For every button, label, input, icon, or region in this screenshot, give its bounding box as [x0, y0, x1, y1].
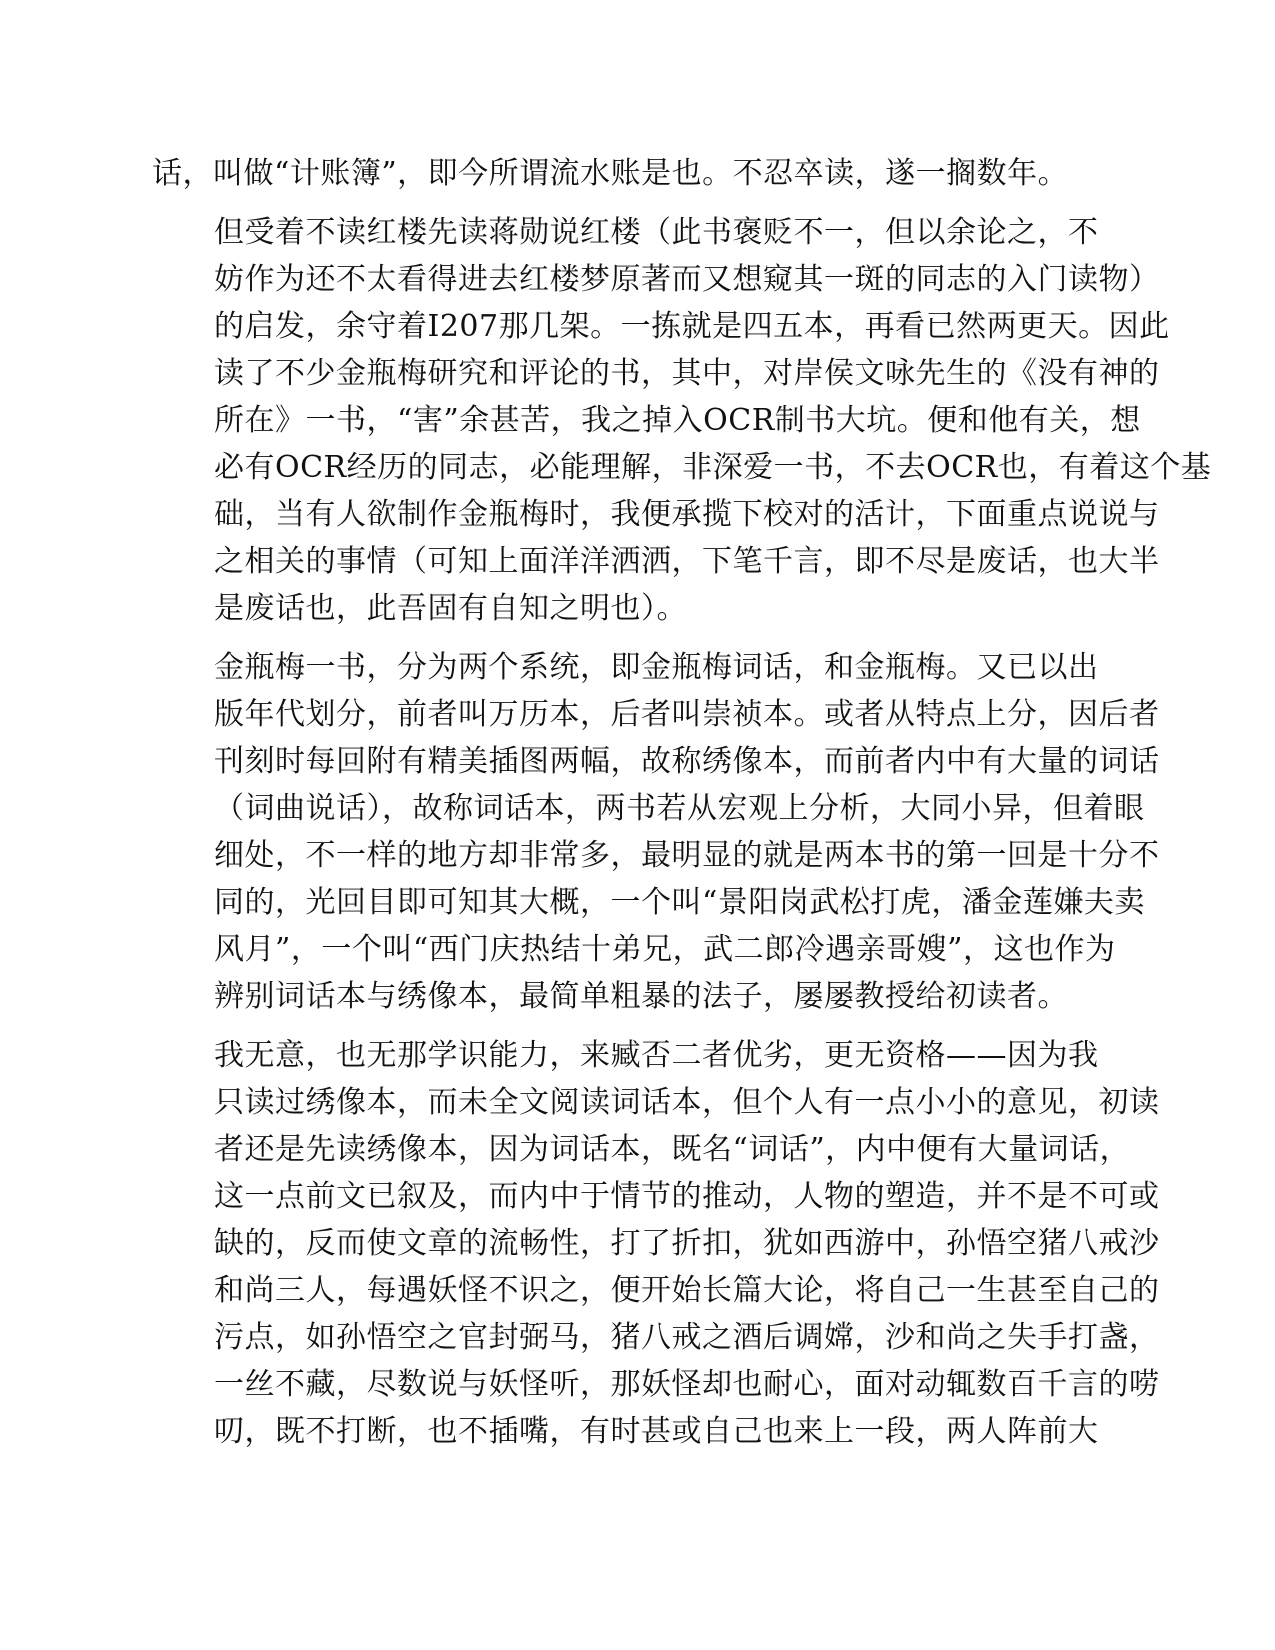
- text-line: 金瓶梅一书，分为两个系统，即金瓶梅词话，和金瓶梅。又已以出: [214, 650, 1099, 685]
- text-line: 读了不少金瓶梅研究和评论的书，其中，对岸侯文咏先生的《没有神的: [214, 356, 1160, 391]
- text-line: 这一点前文已叙及，而内中于情节的推动，人物的塑造，并不是不可或: [214, 1179, 1160, 1214]
- text-line: 细处，不一样的地方却非常多，最明显的就是两本书的第一回是十分不: [214, 838, 1160, 873]
- text-line: 础，当有人欲制作金瓶梅时，我便承揽下校对的活计，下面重点说说与: [214, 497, 1160, 532]
- text-line: 风月”，一个叫“西门庆热结十弟兄，武二郎冷遇亲哥嫂”，这也作为: [214, 932, 1116, 967]
- text-line: 版年代划分，前者叫万历本，后者叫崇祯本。或者从特点上分，因后者: [214, 697, 1160, 732]
- text-line: 必有OCR经历的同志，必能理解，非深爱一书，不去OCR也，有着这个基: [214, 450, 1212, 485]
- body-text: [152, 150, 1212, 1455]
- text-line: 但受着不读红楼先读蒋勋说红楼（此书褒贬不一，但以余论之，不: [214, 215, 1099, 250]
- text-line: 只读过绣像本，而未全文阅读词话本，但个人有一点小小的意见，初读: [214, 1085, 1160, 1120]
- paragraph: [152, 150, 1122, 197]
- text-line: 刊刻时每回附有精美插图两幅，故称绣像本，而前者内中有大量的词话: [214, 744, 1160, 779]
- text-line: 同的，光回目即可知其大概，一个叫“景阳岗武松打虎，潘金莲嫌夫卖: [214, 885, 1145, 920]
- text-line: 所在》一书，“害”余甚苦，我之掉入OCR制书大坑。便和他有关，想: [214, 403, 1141, 438]
- text-line: 缺的，反而使文章的流畅性，打了折扣，犹如西游中，孙悟空猪八戒沙: [214, 1226, 1160, 1261]
- text-line: 辨别词话本与绣像本，最简单粗暴的法子，屡屡教授给初读者。: [214, 979, 1068, 1014]
- text-line: 是废话也，此吾固有自知之明也）。: [214, 591, 687, 626]
- text-line: 叨，既不打断，也不插嘴，有时甚或自己也来上一段，两人阵前大: [214, 1414, 1099, 1449]
- paragraph: [152, 209, 1212, 632]
- text-line: 之相关的事情（可知上面洋洋洒洒，下笔千言，即不尽是废话，也大半: [214, 544, 1160, 579]
- text-line: 我无意，也无那学识能力，来臧否二者优劣，更无资格——因为我: [214, 1038, 1099, 1073]
- text-line: 的启发，余守着I207那几架。一拣就是四五本，再看已然两更天。因此: [214, 309, 1170, 344]
- text-line: 话，叫做“计账簿”，即今所谓流水账是也。不忍卒读，遂一搁数年。: [152, 156, 1069, 191]
- paragraph: [152, 1032, 1160, 1455]
- text-line: 者还是先读绣像本，因为词话本，既名“词话”，内中便有大量词话，: [214, 1132, 1131, 1167]
- text-line: 污点，如孙悟空之官封弼马，猪八戒之酒后调嫦，沙和尚之失手打盏，: [214, 1320, 1160, 1355]
- text-line: 妨作为还不太看得进去红楼梦原著而又想窥其一斑的同志的入门读物）: [214, 262, 1160, 297]
- text-line: 一丝不藏，尽数说与妖怪听，那妖怪却也耐心，面对动辄数百千言的唠: [214, 1367, 1160, 1402]
- text-line: （词曲说话），故称词话本，两书若从宏观上分析，大同小异，但着眼: [214, 791, 1145, 826]
- paragraph: [152, 644, 1160, 1020]
- text-line: 和尚三人，每遇妖怪不识之，便开始长篇大论，将自己一生甚至自己的: [214, 1273, 1160, 1308]
